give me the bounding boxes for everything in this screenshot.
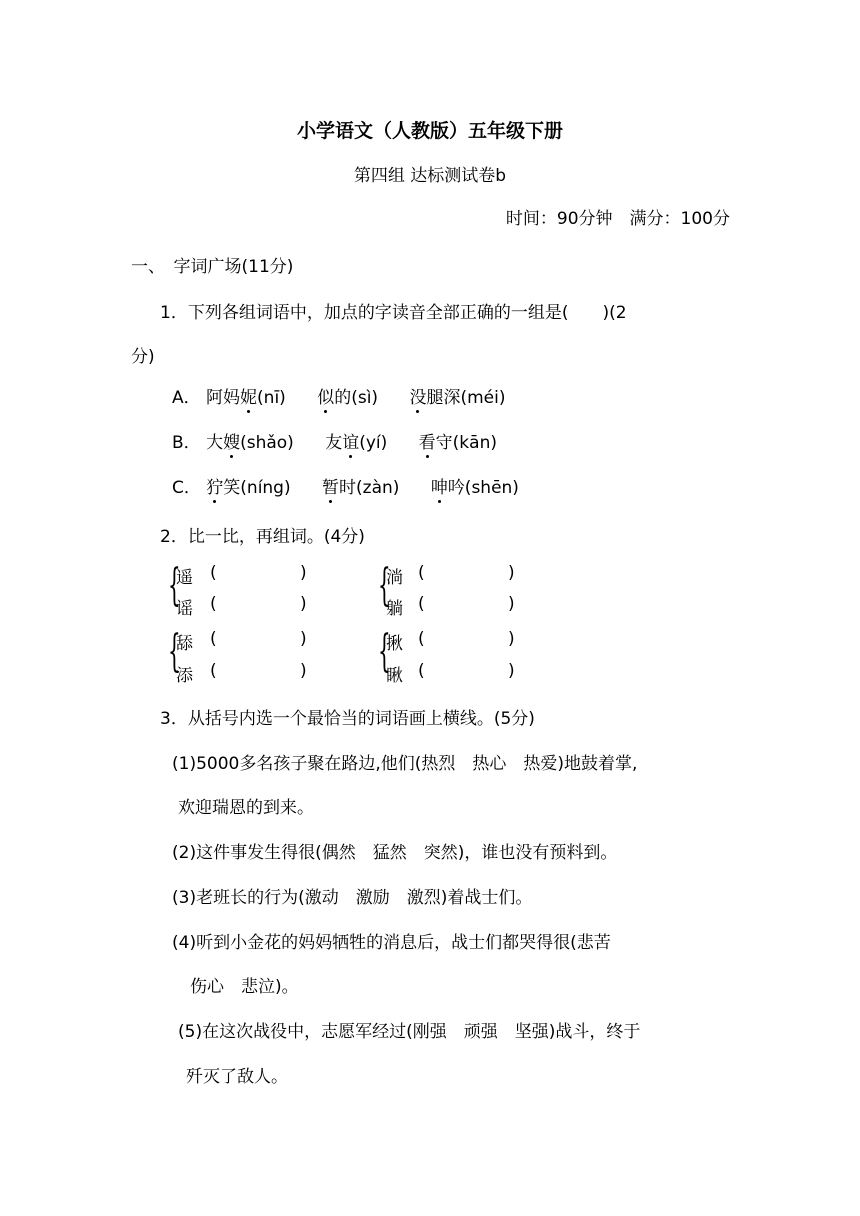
answer-blank-open: ( xyxy=(418,629,425,649)
word-item: 大嫂(shǎo) xyxy=(206,428,294,453)
option-c xyxy=(172,473,545,498)
question-3-stem: 3．从括号内选一个最恰当的词语画上横线。(5分) xyxy=(160,709,535,729)
compare-char: 谣 xyxy=(176,599,193,619)
option-letter: B． xyxy=(172,433,201,453)
answer-blank-close: ) xyxy=(300,629,307,649)
dotted-char: 妮 xyxy=(240,383,257,408)
word-item: 狞笑(níng) xyxy=(206,473,290,498)
question-3-item-4-cont: 伤心 悲泣)。 xyxy=(190,977,299,997)
page-title: 小学语文（人教版）五年级下册 xyxy=(296,120,563,142)
dotted-char: 似 xyxy=(317,383,334,408)
brace-icon: { xyxy=(168,560,181,611)
question-3-item-5-cont: 歼灭了敌人。 xyxy=(186,1067,288,1087)
answer-blank-open: ( xyxy=(210,661,217,681)
question-3-item-2: (2)这件事发生得很(偶然 猛然 突然)，谁也没有预料到。 xyxy=(172,843,618,863)
question-2-stem: 2．比一比，再组词。(4分) xyxy=(160,527,365,547)
dotted-char: 谊 xyxy=(342,428,359,453)
dotted-char: 看 xyxy=(419,428,436,453)
answer-blank-close: ) xyxy=(508,629,515,649)
answer-blank-close: ) xyxy=(300,661,307,681)
brace-icon: { xyxy=(378,626,391,677)
compare-char: 躺 xyxy=(386,599,403,619)
answer-blank-close: ) xyxy=(300,563,307,583)
answer-blank-open: ( xyxy=(418,563,425,583)
question-3-item-5: (5)在这次战役中，志愿军经过(刚强 顽强 坚强)战斗，终于 xyxy=(178,1022,641,1042)
word-item: 看守(kān) xyxy=(419,428,497,453)
answer-blank-open: ( xyxy=(210,563,217,583)
brace-icon: { xyxy=(168,626,181,677)
answer-blank-open: ( xyxy=(210,594,217,614)
word-item: 阿妈妮(nī) xyxy=(206,383,286,408)
word-item: 没腿深(méi) xyxy=(409,383,505,408)
question-1-stem: 1．下列各组词语中，加点的字读音全部正确的一组是( )(2 xyxy=(160,303,627,323)
compare-char: 揪 xyxy=(386,634,403,654)
answer-blank-open: ( xyxy=(418,594,425,614)
dotted-char: 嫂 xyxy=(223,428,240,453)
dotted-char: 狞 xyxy=(206,473,223,498)
section-heading: 一、 字词广场(11分) xyxy=(131,257,294,277)
compare-char: 瞅 xyxy=(386,666,403,686)
compare-char: 添 xyxy=(176,666,193,686)
dotted-char: 没 xyxy=(409,383,426,408)
dotted-char: 呻 xyxy=(431,473,448,498)
answer-blank-open: ( xyxy=(210,629,217,649)
option-b xyxy=(172,428,523,453)
answer-blank-close: ) xyxy=(508,594,515,614)
answer-blank-close: ) xyxy=(300,594,307,614)
dotted-char: 暂 xyxy=(322,473,339,498)
answer-blank-close: ) xyxy=(508,661,515,681)
word-item: 呻吟(shēn) xyxy=(431,473,519,498)
word-item: 友谊(yí) xyxy=(325,428,387,453)
option-a xyxy=(172,383,532,408)
option-letter: C． xyxy=(172,478,201,498)
brace-icon: { xyxy=(378,560,391,611)
answer-blank-close: ) xyxy=(508,563,515,583)
word-item: 暂时(zàn) xyxy=(322,473,399,498)
word-item: 似的(sì) xyxy=(317,383,378,408)
question-3-item-3: (3)老班长的行为(激动 激励 激烈)着战士们。 xyxy=(172,888,533,908)
question-1-stem-cont: 分) xyxy=(131,347,155,367)
compare-char: 遥 xyxy=(176,568,193,588)
page-subtitle: 第四组 达标测试卷b xyxy=(353,166,507,186)
exam-meta: 时间：90分钟 满分：100分 xyxy=(505,209,730,229)
question-3-item-1-cont: 欢迎瑞恩的到来。 xyxy=(178,798,314,818)
compare-char: 舔 xyxy=(176,634,193,654)
option-letter: A． xyxy=(172,388,201,408)
compare-char: 淌 xyxy=(386,568,403,588)
question-3-item-4: (4)听到小金花的妈妈牺牲的消息后，战士们都哭得很(悲苦 xyxy=(172,933,611,953)
answer-blank-open: ( xyxy=(418,661,425,681)
question-3-item-1: (1)5000多名孩子聚在路边,他们(热烈 热心 热爱)地鼓着掌, xyxy=(172,754,638,774)
